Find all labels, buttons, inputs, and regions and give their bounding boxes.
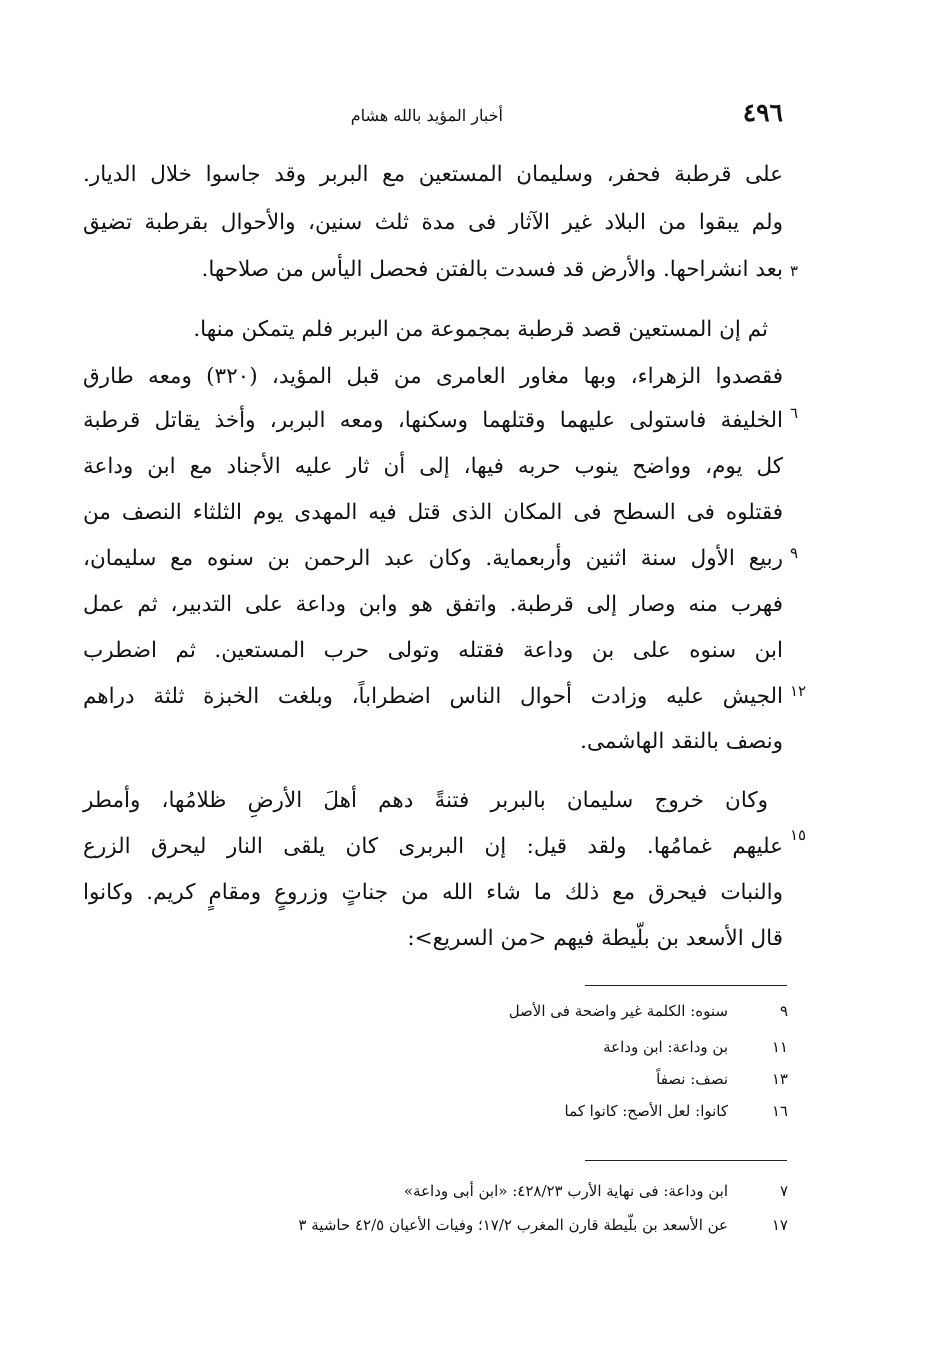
text-line: بعد انشراحها. والأرض قد فسدت بالفتن فحصل اليأس من صلاحها.: [201, 257, 783, 282]
text-line: قال الأسعد بن بلّيطة فيهم <من السريع>:: [407, 926, 783, 951]
text-line: كل يوم، وواضح ينوب حربه فيها، إلى أن ثار عليه الأجناد مع ابن وداعة: [83, 454, 783, 479]
text-line: فقتلوه فى السطح فى المكان الذى قتل فيه المهدى يوم الثلثاء النصف من: [83, 500, 783, 525]
line-number: ٣: [790, 262, 799, 280]
page-number: ٤٩٦: [742, 98, 783, 127]
footnote-divider: [585, 985, 787, 986]
line-number: ٦: [790, 404, 799, 422]
source-divider: [585, 1160, 787, 1161]
note-line-number: ١٣: [771, 1070, 788, 1088]
note-line-number: ١٦: [771, 1102, 788, 1120]
line-number: ١٥: [790, 826, 807, 844]
text-line: ربيع الأول سنة اثنين وأربعماية. وكان عبد الرحمن بن سنوه مع سليمان،: [83, 546, 783, 571]
note-line-number: ١٧: [771, 1216, 788, 1234]
text-line: وكان خروج سليمان بالبربر فتنةً دهم أهلَ الأرضِ ظلامُها، وأمطر: [83, 788, 768, 813]
apparatus-note: بن وداعة: ابن وداعة: [603, 1038, 728, 1056]
text-line: فقصدوا الزهراء، وبها مغاور العامرى من قبل المؤيد، (٣٢٠) ومعه طارق: [83, 364, 783, 389]
line-number: ١٢: [790, 682, 807, 700]
text-line: على قرطبة فحفر، وسليمان المستعين مع البربر وقد جاسوا خلال الديار.: [83, 162, 783, 187]
note-line-number: ٧: [779, 1182, 788, 1200]
text-line: الخليفة فاستولى عليهما وقتلهما وسكنها، ومعه البربر، وأخذ يقاتل قرطبة: [83, 408, 783, 433]
apparatus-note: كانوا: لعل الأصح: كانوا كما: [564, 1102, 728, 1120]
apparatus-note: سنوه: الكلمة غير واضحة فى الأصل: [508, 1002, 728, 1020]
text-line: والنبات فيحرق مع ذلك ما شاء الله من جناتٍ وزروعٍ ومقامٍ كريم. وكانوا: [83, 880, 783, 905]
source-note: عن الأسعد بن بلّيطة قارن المغرب ١٧/٢؛ وفيات الأعيان ٤٢/٥ حاشية ٣: [298, 1216, 728, 1234]
text-line: عليهم غمامُها. ولقد قيل: إن البربرى كان يلقى النار ليحرق الزرع: [83, 834, 783, 859]
text-line: فهرب منه وصار إلى قرطبة. واتفق هو وابن وداعة على التدبير، ثم عمل: [83, 592, 783, 617]
text-line: ولم يبقوا من البلاد غير الآثار فى مدة ثلث سنين، والأحوال بقرطبة تضيق: [83, 210, 783, 235]
text-line: ونصف بالنقد الهاشمى.: [580, 729, 783, 754]
text-line: ابن سنوه على بن وداعة فقتله وتولى حرب المستعين. ثم اضطرب: [83, 638, 783, 663]
text-line: ثم إن المستعين قصد قرطبة بمجموعة من البربر فلم يتمكن منها.: [193, 317, 768, 342]
note-line-number: ٩: [779, 1002, 788, 1020]
text-line: الجيش عليه وزادت أحوال الناس اضطراباً، وبلغت الخبزة ثلثة دراهم: [83, 684, 783, 709]
apparatus-note: نصف: نصفاً: [656, 1070, 728, 1088]
running-title: أخبار المؤيد بالله هشام: [350, 106, 503, 125]
note-line-number: ١١: [771, 1038, 788, 1056]
source-note: ابن وداعة: فى نهاية الأرب ٤٢٨/٢٣: «ابن أبى وداعة»: [403, 1182, 728, 1200]
line-number: ٩: [790, 544, 799, 562]
